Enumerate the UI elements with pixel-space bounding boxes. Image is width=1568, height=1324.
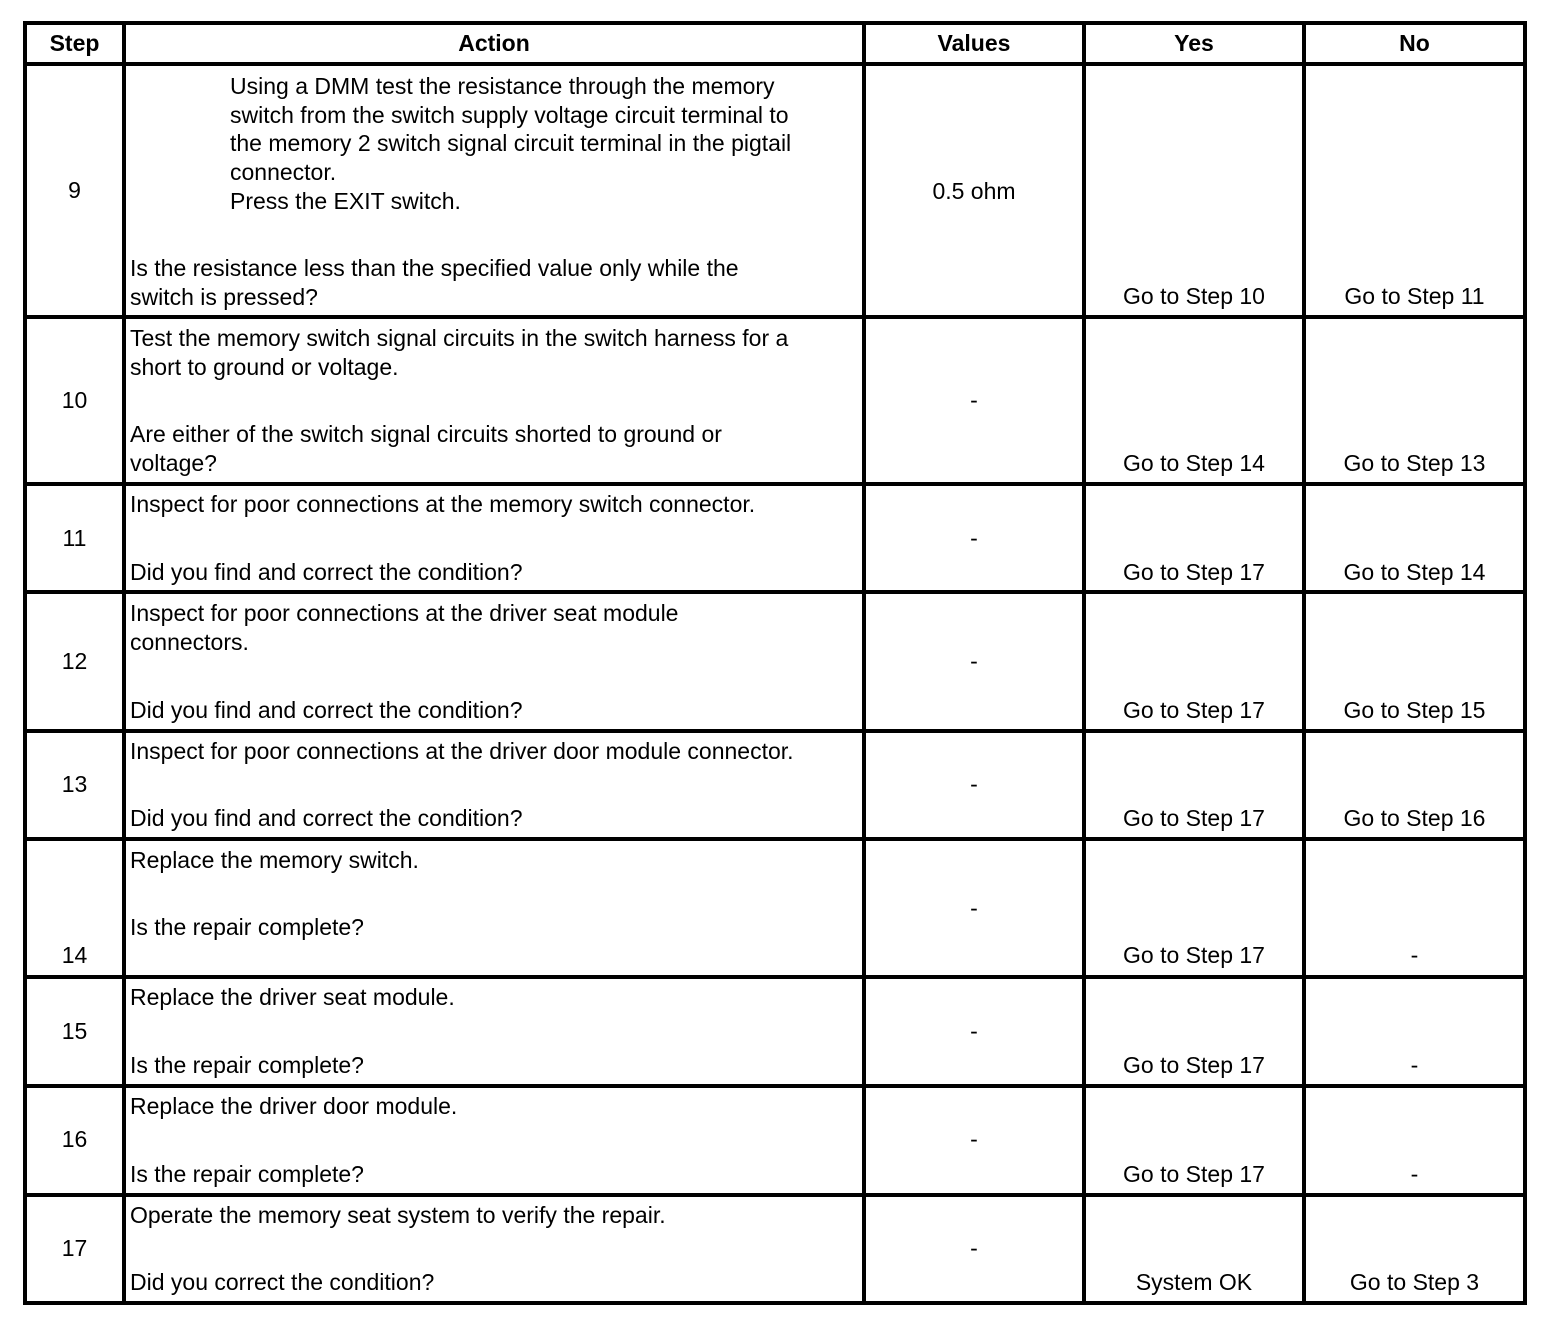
header-step: Step: [49, 30, 100, 56]
action-instruction: Replace the memory switch.: [130, 847, 419, 873]
values-cell: -: [970, 1235, 978, 1261]
action-question: voltage?: [130, 450, 217, 476]
step-number: 15: [61, 1018, 88, 1044]
row-divider: [23, 315, 1527, 319]
no-cell: Go to Step 16: [1343, 805, 1486, 831]
no-cell: -: [1410, 942, 1419, 968]
values-cell: -: [970, 648, 978, 674]
column-divider: [122, 21, 126, 1305]
column-divider: [1082, 21, 1086, 1305]
row-divider: [23, 837, 1527, 841]
header-divider: [23, 62, 1527, 66]
no-cell: -: [1410, 1052, 1419, 1078]
action-question: Are either of the switch signal circuits shorted to ground or: [130, 421, 722, 447]
yes-cell: Go to Step 17: [1123, 805, 1265, 831]
action-instruction: Press the EXIT switch.: [230, 188, 461, 214]
values-cell: -: [970, 771, 978, 797]
action-question: Did you find and correct the condition?: [130, 559, 523, 585]
step-number: 17: [61, 1235, 88, 1261]
action-instruction: the memory 2 switch signal circuit terminal in the pigtail: [230, 130, 792, 156]
no-cell: Go to Step 3: [1349, 1269, 1480, 1295]
no-cell: -: [1410, 1161, 1419, 1187]
no-cell: Go to Step 14: [1343, 559, 1486, 585]
table-border-top: [23, 21, 1527, 25]
step-number: 12: [61, 648, 88, 674]
yes-cell: Go to Step 17: [1123, 942, 1265, 968]
action-question: Is the repair complete?: [130, 914, 364, 940]
header-values: Values: [937, 30, 1011, 56]
no-cell: Go to Step 13: [1343, 450, 1486, 476]
action-instruction: short to ground or voltage.: [130, 354, 399, 380]
values-cell: -: [970, 387, 978, 413]
values-cell: 0.5 ohm: [932, 178, 1016, 204]
yes-cell: Go to Step 17: [1123, 1161, 1265, 1187]
header-action: Action: [458, 30, 530, 56]
action-instruction: connector.: [230, 159, 337, 185]
action-instruction: connectors.: [130, 629, 249, 655]
action-instruction: Replace the driver door module.: [130, 1093, 458, 1119]
values-cell: -: [970, 895, 978, 921]
row-divider: [23, 975, 1527, 979]
header-yes: Yes: [1174, 30, 1214, 56]
values-cell: -: [970, 1018, 978, 1044]
action-instruction: switch from the switch supply voltage circuit terminal to: [230, 102, 789, 128]
diagnostic-table: [23, 21, 1527, 1305]
yes-cell: System OK: [1135, 1269, 1253, 1295]
table-border-bottom: [23, 1301, 1527, 1305]
row-divider: [23, 1193, 1527, 1197]
step-number: 14: [61, 942, 88, 968]
action-instruction: Using a DMM test the resistance through the memory: [230, 73, 775, 99]
action-instruction: Replace the driver seat module.: [130, 984, 455, 1010]
values-cell: -: [970, 525, 978, 551]
action-question: switch is pressed?: [130, 284, 318, 310]
action-instruction: Inspect for poor connections at the driver door module connector.: [130, 738, 794, 764]
action-question: Is the repair complete?: [130, 1161, 364, 1187]
action-instruction: Test the memory switch signal circuits in the switch harness for a: [130, 325, 789, 351]
row-divider: [23, 729, 1527, 733]
row-divider: [23, 1084, 1527, 1088]
step-number: 16: [61, 1126, 88, 1152]
yes-cell: Go to Step 17: [1123, 1052, 1265, 1078]
row-divider: [23, 590, 1527, 594]
action-instruction: Inspect for poor connections at the memory switch connector.: [130, 491, 756, 517]
step-number: 9: [68, 177, 81, 203]
header-no: No: [1399, 30, 1430, 56]
table-border-right: [1523, 21, 1527, 1305]
action-question: Did you find and correct the condition?: [130, 697, 523, 723]
action-question: Is the repair complete?: [130, 1052, 364, 1078]
action-question: Did you find and correct the condition?: [130, 805, 523, 831]
action-instruction: Inspect for poor connections at the driver seat module: [130, 600, 679, 626]
yes-cell: Go to Step 17: [1123, 559, 1265, 585]
no-cell: Go to Step 11: [1344, 283, 1485, 309]
step-number: 13: [61, 771, 88, 797]
yes-cell: Go to Step 17: [1123, 697, 1265, 723]
column-divider: [1302, 21, 1306, 1305]
yes-cell: Go to Step 10: [1123, 283, 1265, 309]
action-instruction: Operate the memory seat system to verify the repair.: [130, 1202, 666, 1228]
step-number: 11: [62, 525, 87, 551]
action-question: Did you correct the condition?: [130, 1269, 435, 1295]
yes-cell: Go to Step 14: [1123, 450, 1265, 476]
row-divider: [23, 482, 1527, 486]
action-question: Is the resistance less than the specified value only while the: [130, 255, 739, 281]
no-cell: Go to Step 15: [1343, 697, 1486, 723]
step-number: 10: [61, 387, 88, 413]
values-cell: -: [970, 1126, 978, 1152]
